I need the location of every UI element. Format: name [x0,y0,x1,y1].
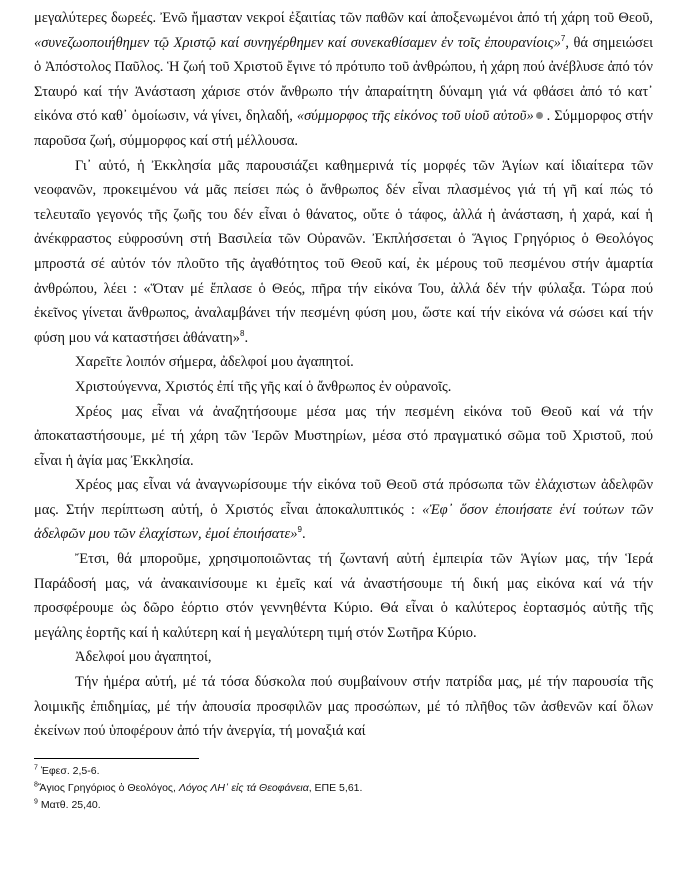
footnote-title: Λόγος ΛΗ᾽ εἰς τά Θεοφάνεια [178,781,309,794]
paragraph-text: . [301,526,306,543]
paragraph-9: Τήν ἡμέρα αὐτή, μέ τά τόσα δύσκολα πού συμβαίνουν στήν πατρίδα μας, μέ τήν παρουσία τῆς λοιμικῆς ἐπιδημίας, μέ τήν ἀπουσία προσφιλῶν μας προσώπων, μέ τό πλῆθος τῶν ἀσθενῶν καί ὅλων ἐκείνων πού ὑποφέρουν ἀπό τήν ἀνεργία, τή μοναξιά καί [34,674,653,740]
paragraph-7: Ἔτσι, θά μποροῦμε, χρησιμοποιῶντας τή ζωντανή αὐτή ἐμπειρία τῶν Ἁγίων μας, τήν Ἱερά Παράδοσή μας, νά ἀνακαινίσουμε κι ἐμεῖς καί νά ἀναστήσουμε τή δική μας εἰκόνα καί νά τήν προσφέρουμε ὡς δῶρο ἑόρτιο στόν γεννηθέντα Κύριο. Θά εἶναι ὁ καλύτερος ἑορτασμός αὐτῆς τῆς μεγάλης ἑορτῆς καί ἡ καλύτερη καί ἡ μεγαλύτερη τιμή στόν Σωτῆρα Κύριο. [34,551,653,641]
footnote-ref-7[interactable]: 7 [560,33,566,43]
footnote-number: 7 [34,764,38,772]
paragraph-6 [34,473,653,547]
paragraph-2 [34,154,653,351]
scripture-quote: «Ἐφ᾽ ὅσον ἐποιήσατε ἑνί τούτων τῶν ἀδελφῶν μου τῶν ἐλαχίστων, ἐμοί ἐποιήσατε» [34,501,653,543]
scripture-quote: «συνεζωοποιήθημεν τῷ Χριστῷ καί συνηγέρθημεν καί συνεκαθίσαμεν ἐν τοῖς ἐπουρανίοις» [34,34,561,51]
paragraph-text: . Σύμμορφος στήν παροῦσα ζωή, σύμμορφος καί στή μέλλουσα. [34,108,653,149]
paragraph-1 [34,6,653,154]
comment-marker-icon[interactable] [536,112,543,119]
footnote-text: Ἐφεσ. 2,5-6. [40,764,100,777]
paragraph-text: μεγαλύτερες δωρεές. Ἐνῶ ἤμασταν νεκροί ἐξαιτίας τῶν παθῶν καί ἀποξενωμένοι ἀπό τή χάρη τοῦ Θεοῦ, [34,10,653,26]
footnote-ref-8[interactable]: 8 [240,328,245,338]
footnote-8 [34,780,653,797]
paragraph-8: Ἀδελφοί μου ἀγαπητοί, [75,649,212,666]
footnote-text: , ΕΠΕ 5,61. [308,781,363,794]
paragraph-3: Χαρεῖτε λοιπόν σήμερα, ἀδελφοί μου ἀγαπητοί. [75,354,354,371]
paragraph-text: Χρέος μας εἶναι νά ἀναγνωρίσουμε τήν εἰκόνα τοῦ Θεοῦ στά πρόσωπα τῶν ἐλάχιστων ἀδελφῶν μας. Στήν περίπτωση αὐτή, ὁ Χριστός εἶναι ἀποκαλυπτικός : [34,477,653,518]
footnote-number: 9 [34,798,38,806]
paragraph-text: . [244,329,249,346]
scripture-quote: «σύμμορφος τῆς εἰκόνος τοῦ υἱοῦ αὐτοῦ» [296,108,534,125]
paragraph-5: Χρέος μας εἶναι νά ἀναζητήσουμε μέσα μας τήν πεσμένη εἰκόνα τοῦ Θεοῦ καί νά τήν ἀποκαταστήσουμε, μέ τή χάρη τῶν Ἱερῶν Μυστηρίων, μέσα στό πραγματικό σῶμα τοῦ Χριστοῦ, πού εἶναι ἡ ἁγία μας Ἐκκλησία. [34,403,653,469]
footnote-number: 8 [34,781,38,789]
paragraph-text: Γι᾽ αὐτό, ἡ Ἐκκλησία μᾶς παρουσιάζει καθημερινά τίς μορφές τῶν Ἁγίων καί ἰδιαίτερα τῶν νεοφανῶν, προκειμένου νά μᾶς πείσει πώς ὁ ἄνθρωπος δέν εἶναι πλασμένος γιά τή γῆ καί πώς τό τελευταῖο γεγονός τῆς ζωῆς του δέν εἶναι ὁ θάνατος, οὔτε ὁ τάφος, ἀλλά ἡ ἀνάσταση, ἡ χαρά, καί ἡ ἀνέκφραστος εὐφροσύνη στή Βασιλεία τῶν Οὐρανῶν. Ἐκπλήσσεται ὁ Ἅγιος Γρηγόριος ὁ Θεολόγος μπροστά σέ αὐτόν τόν πλοῦτο τῆς ἀγαθότητος τοῦ Θεοῦ καί, ἐκ μέρους τοῦ πεσμένου στήν ἁμαρτία ἀνθρώπου, λέει : «Ὅταν μέ ἔπλασε ὁ Θεός, πῆρα τήν εἰκόνα Του, ἀλλά δέν τήν φύλαξα. Τώρα πού ἐκεῖνος γίνεται ἄνθρωπος, ἀναλαμβάνει τήν πεσμένη φύση μου, ὥστε καί τήν εἰκόνα νά σώσει καί τήν φύση μου νά καταστήσει ἀθάνατη» [34,157,653,346]
footnotes [34,763,653,814]
footnote-7 [34,763,653,780]
footnote-text: Ματθ. 25,40. [40,798,101,811]
footnote-ref-9[interactable]: 9 [297,525,302,535]
footnote-separator [34,758,199,759]
footnote-9 [34,797,653,814]
document-body [34,6,653,744]
footnote-text: Ἅγιος Γρηγόριος ὁ Θεολόγος, [37,781,179,794]
paragraph-4: Χριστούγεννα, Χριστός ἐπί τῆς γῆς καί ὁ ἄνθρωπος ἐν οὐρανοῖς. [75,378,452,395]
paragraph-text: , θά σημειώσει ὁ Ἀπόστολος Παῦλος. Ἡ ζωή τοῦ Χριστοῦ ἔγινε τό πρότυπο τοῦ ἀνθρώπου, ἡ χάρη πού ἀνέβλυσε ἀπό τόν Σταυρό καί τήν Ἀνάσταση χάρισε στόν ἄνθρωπο τήν ἀπαραίτητη δύναμη γιά νά φθάσει ἀπό τό κατ᾽ εἰκόνα στό καθ᾽ ὁμοίωσιν, νά γίνει, δηλαδή, [34,34,653,125]
